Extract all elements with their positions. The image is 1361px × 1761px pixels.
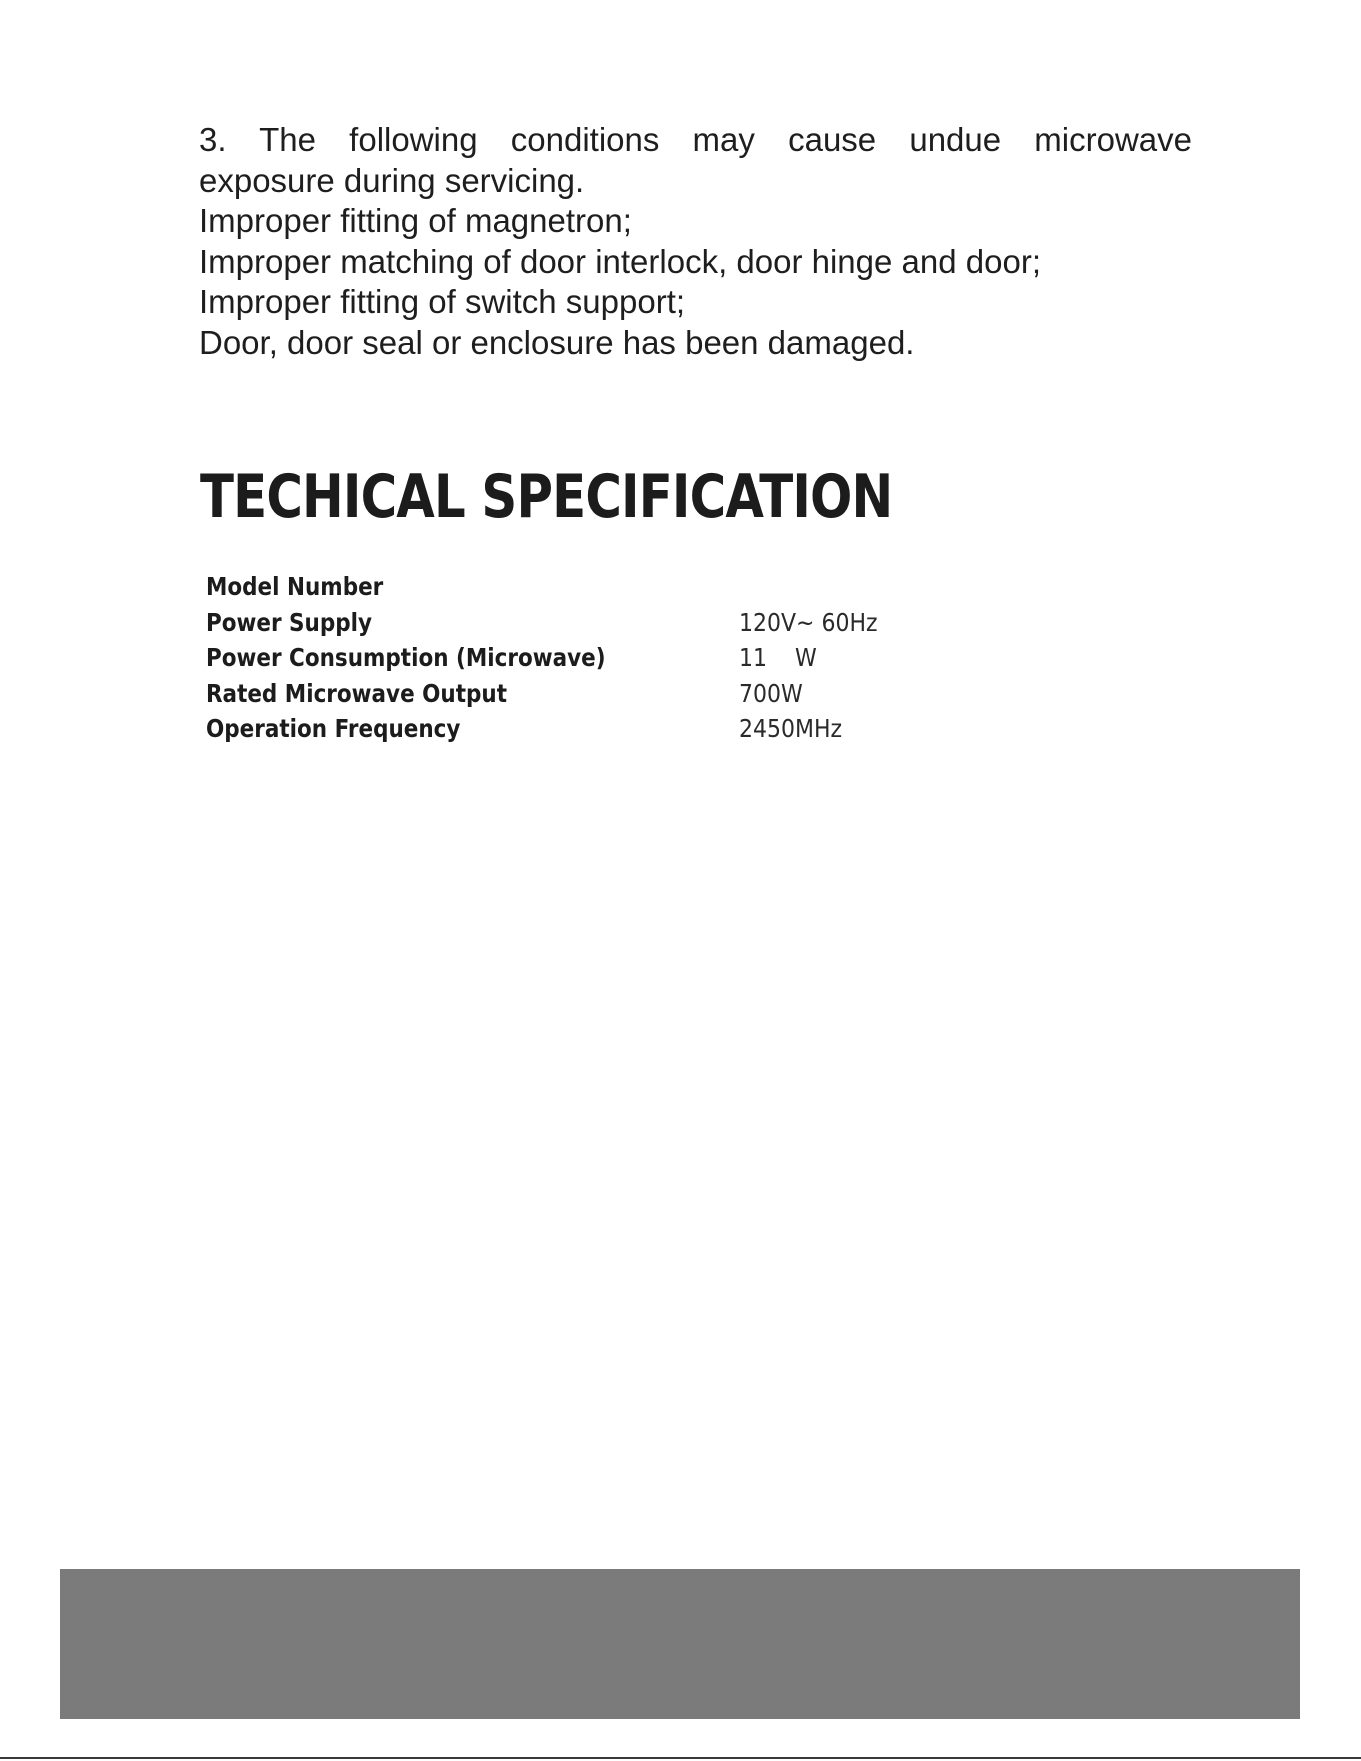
spec-label: Power Supply [206, 607, 373, 637]
spec-label: Model Number [206, 572, 384, 601]
spec-value: 700W [739, 678, 803, 708]
spec-row-model-number [206, 569, 1006, 605]
spec-row-operation-frequency [206, 711, 1006, 747]
footer-band [60, 1569, 1300, 1719]
spec-label: Power Consumption (Microwave) [206, 643, 606, 672]
warning-line-2: exposure during servicing. [199, 161, 585, 199]
spec-value: 2450MHz [739, 714, 843, 743]
warning-line-6: Door, door seal or enclosure has been damaged. [199, 323, 915, 361]
bottom-rule [0, 1757, 1361, 1759]
spec-value: 11 W [739, 643, 817, 672]
spec-row-power-consumption [206, 640, 1006, 676]
warning-line-5: Improper fitting of switch support; [199, 283, 686, 320]
spec-row-power-supply [206, 605, 1006, 641]
spec-table [206, 569, 1006, 747]
warning-line-1: 3. The following conditions may cause undue microwave [199, 121, 1192, 158]
spec-label: Operation Frequency [206, 714, 461, 743]
spec-row-rated-output [206, 676, 1006, 712]
spec-value: 120V~ 60Hz [739, 607, 878, 637]
servicing-warning-paragraph [199, 120, 1192, 363]
spec-label: Rated Microwave Output [206, 678, 507, 708]
warning-line-4: Improper matching of door interlock, door hinge and door; [199, 242, 1041, 280]
section-heading: TECHICAL SPECIFICATION [200, 462, 893, 532]
warning-line-3: Improper fitting of magnetron; [199, 202, 632, 239]
